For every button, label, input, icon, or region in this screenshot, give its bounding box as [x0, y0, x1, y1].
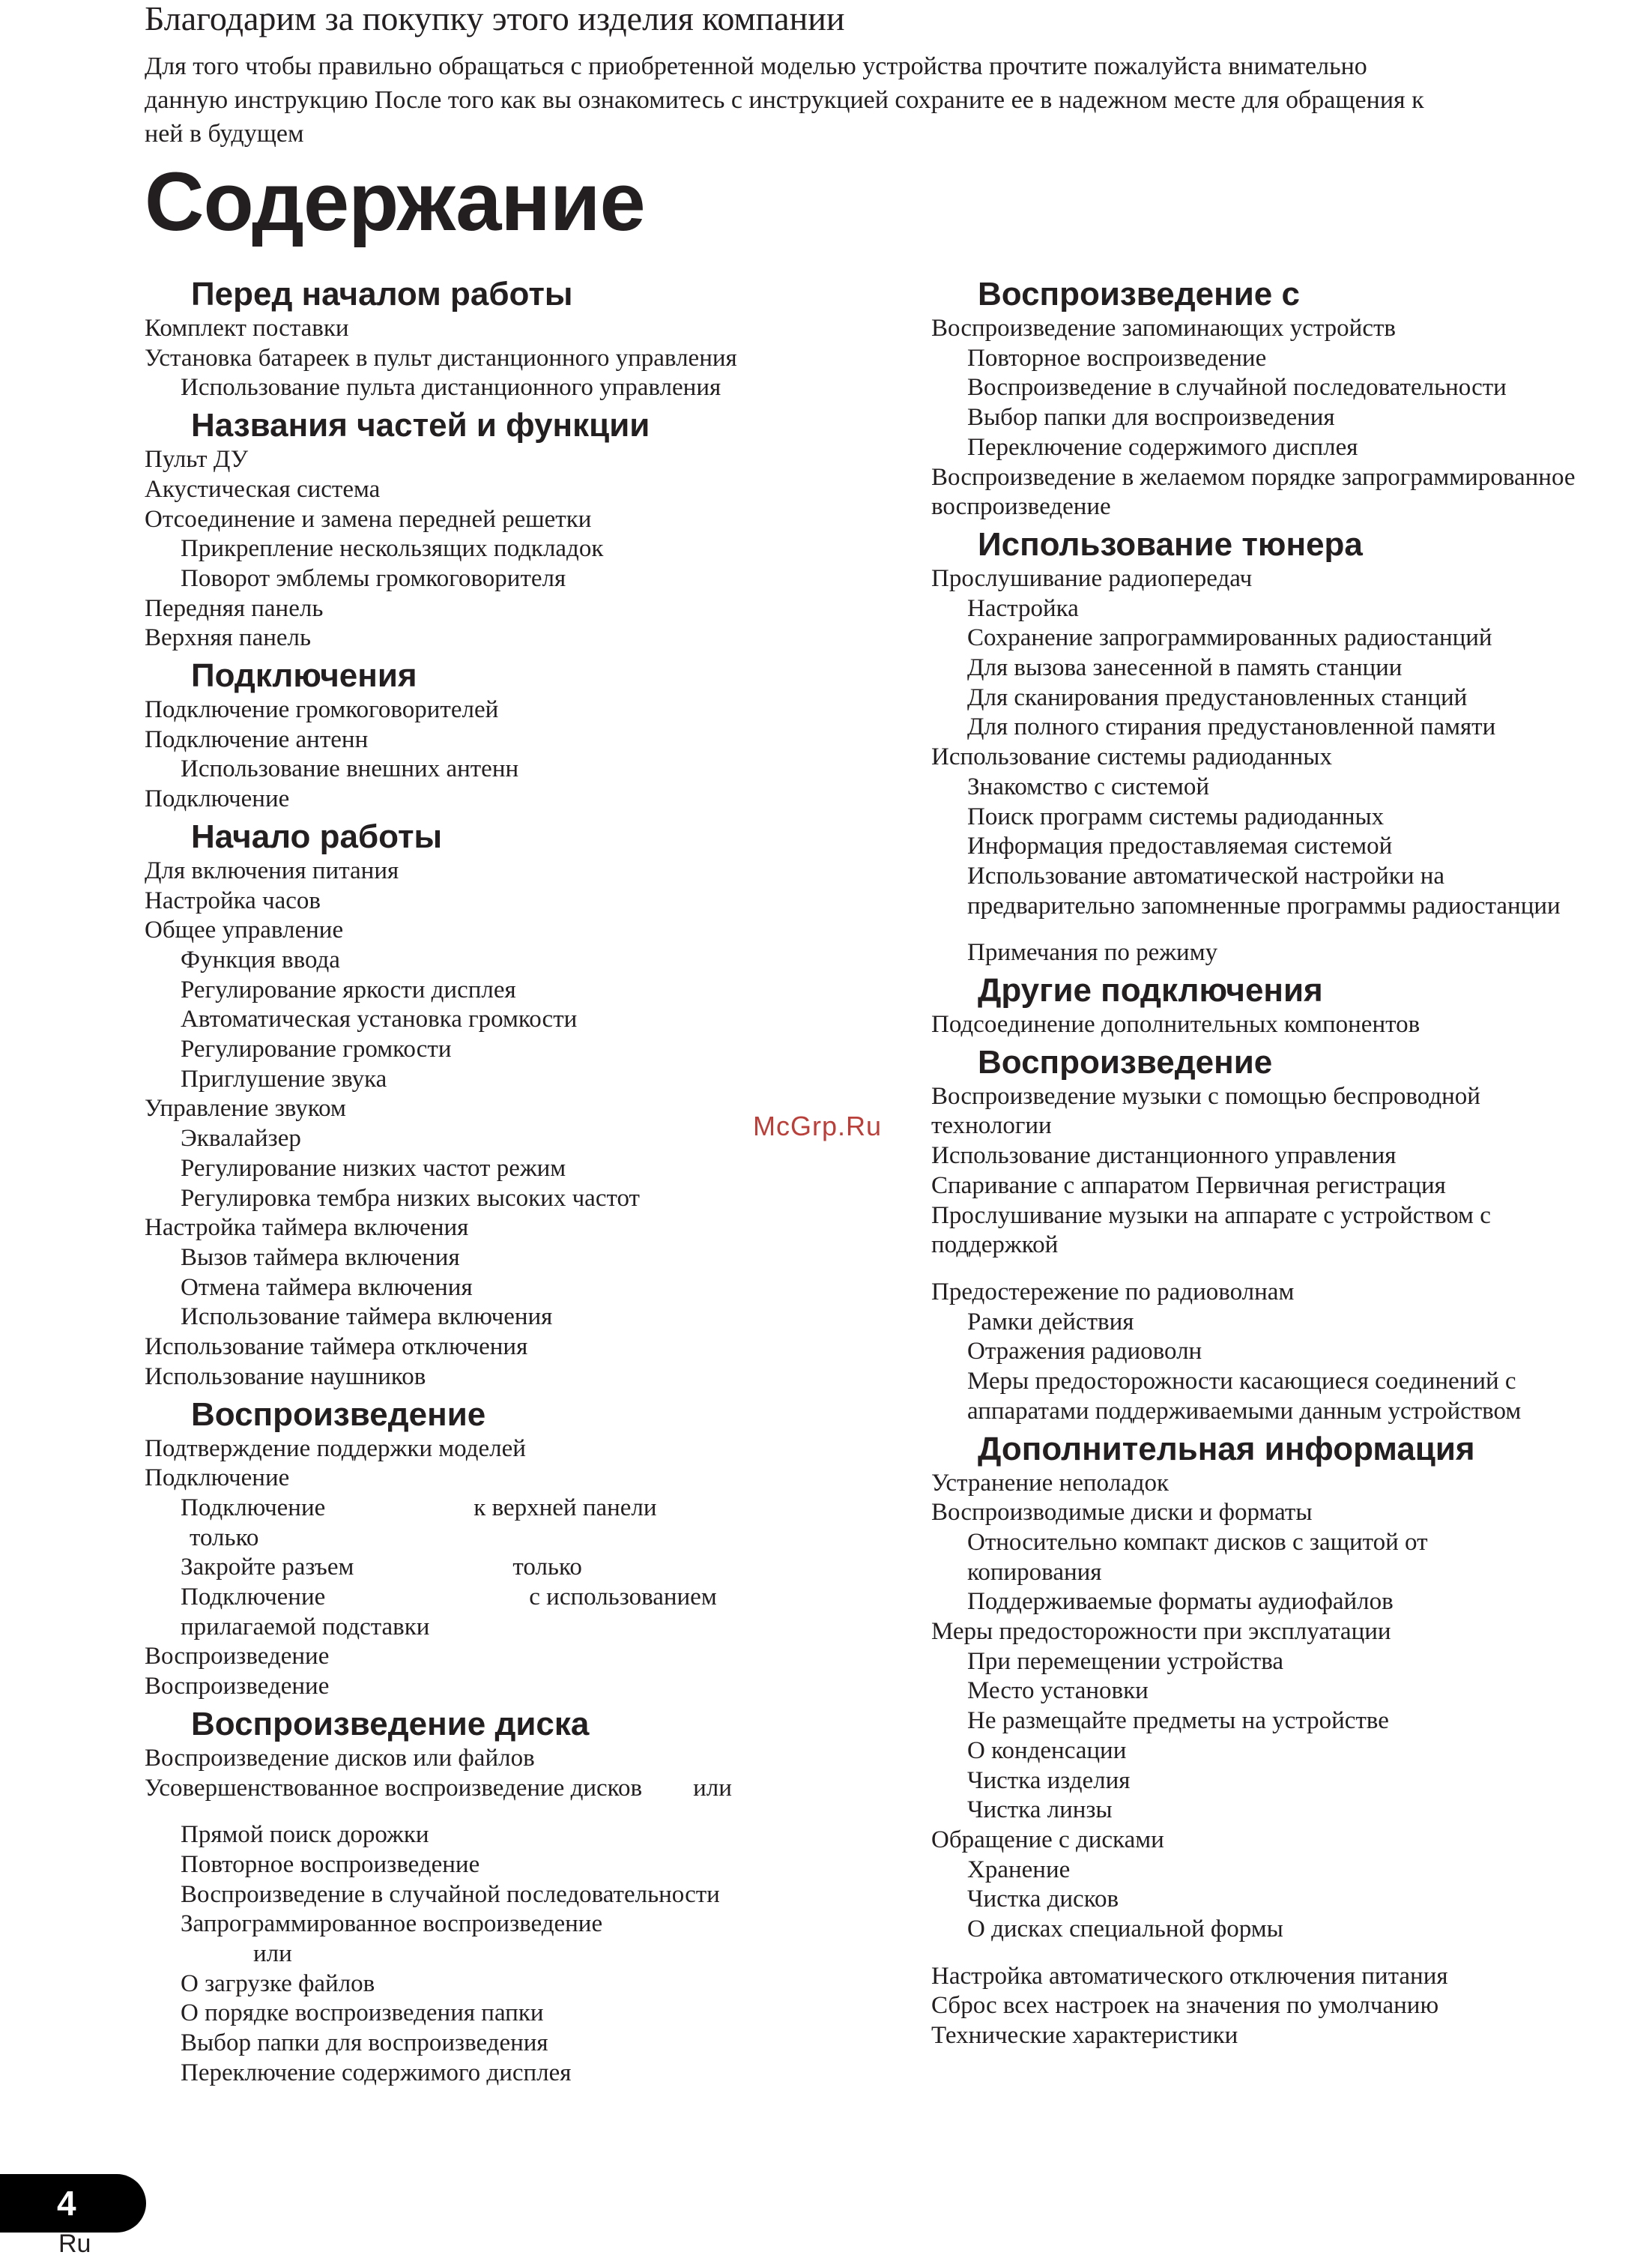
- toc-entry[interactable]: Прикрепление нескользящих подкладок: [181, 535, 604, 563]
- toc-entry[interactable]: Использование таймера отключения: [145, 1333, 528, 1361]
- blank-line: [931, 1945, 1652, 1962]
- toc-entry[interactable]: Подсоединение дополнительных компонентов: [931, 1011, 1420, 1039]
- toc-entry[interactable]: Воспроизведение: [145, 1643, 330, 1670]
- toc-entry[interactable]: Запрограммированное воспроизведение: [181, 1910, 603, 1938]
- blank-line: [145, 1803, 894, 1820]
- toc-entry[interactable]: Комплект поставки: [145, 315, 349, 342]
- toc-entry[interactable]: [145, 1774, 894, 1804]
- toc-entry[interactable]: Воспроизведение: [145, 1673, 330, 1700]
- toc-entry[interactable]: Знакомство с системой: [967, 773, 1210, 800]
- toc-section-other-connections: [931, 971, 1652, 1040]
- toc-entry[interactable]: Для включения питания: [145, 857, 399, 884]
- toc-entry[interactable]: Настройка часов: [145, 887, 321, 914]
- toc-entry[interactable]: воспроизведение: [931, 493, 1111, 521]
- toc-entry[interactable]: Подтверждение поддержки моделей: [145, 1434, 526, 1462]
- toc-entry[interactable]: Воспроизведение дисков или файлов: [145, 1744, 535, 1772]
- section-heading: Начало работы: [191, 818, 443, 855]
- toc-left-column: [145, 272, 894, 2089]
- toc-entry[interactable]: Воспроизведение музыки с помощью беспроводной: [931, 1082, 1480, 1110]
- toc-entry[interactable]: Для вызова занесенной в память станции: [967, 654, 1403, 682]
- toc-entry[interactable]: Для сканирования предустановленных станций: [967, 683, 1468, 711]
- toc-entry[interactable]: Поддерживаемые форматы аудиофайлов: [967, 1588, 1394, 1616]
- toc-entry[interactable]: Переключение содержимого дисплея: [967, 433, 1358, 461]
- blank-line: [931, 1261, 1652, 1278]
- section-heading: Воспроизведение: [191, 1395, 486, 1433]
- toc-section-additional-info: [931, 1430, 1652, 2051]
- toc-entry[interactable]: Выбор папки для воспроизведения: [181, 2029, 548, 2057]
- toc-entry[interactable]: Использование таймера включения: [181, 1303, 553, 1331]
- toc-entry[interactable]: О порядке воспроизведения папки: [181, 1999, 544, 2027]
- section-heading: Другие подключения: [978, 972, 1323, 1009]
- thanks-line: данную инструкцию После того как вы ознакомитесь с инструкцией сохраните ее в надежном месте для обращения к: [145, 86, 1424, 114]
- toc-entry[interactable]: Использование внешних антенн: [181, 755, 519, 783]
- toc-section-disc-playback: [145, 1705, 894, 2089]
- toc-entry[interactable]: Передняя панель: [145, 594, 324, 622]
- section-heading: Использование тюнера: [978, 525, 1363, 563]
- toc-entry[interactable]: Хранение: [967, 1856, 1071, 1883]
- toc-entry[interactable]: Отражения радиоволн: [967, 1338, 1202, 1365]
- toc-section-getting-started: [145, 818, 894, 1392]
- toc-entry[interactable]: Акустическая система: [145, 475, 381, 503]
- toc-entry-part: Усовершенствованное воспроизведение дисков: [145, 1774, 643, 1802]
- toc-entry[interactable]: Управление звуком: [145, 1095, 346, 1123]
- toc-entry[interactable]: Настройка автоматического отключения питания: [931, 1962, 1448, 1990]
- toc-entry[interactable]: Автоматическая установка громкости: [181, 1006, 578, 1033]
- toc-entry-part: только: [512, 1554, 582, 1581]
- toc-entry[interactable]: копирования: [967, 1558, 1102, 1586]
- toc-entry[interactable]: Не размещайте предметы на устройстве: [967, 1707, 1389, 1735]
- toc-entry[interactable]: О загрузке файлов: [181, 1969, 375, 1997]
- toc-entry[interactable]: Сохранение запрограммированных радиостанций: [967, 624, 1492, 652]
- page-number: 4: [57, 2184, 76, 2223]
- toc-section-parts: [145, 406, 894, 653]
- toc-entry[interactable]: Использование системы радиоданных: [931, 743, 1332, 771]
- toc-entry[interactable]: Чистка дисков: [967, 1886, 1119, 1913]
- toc-entry[interactable]: Установка батареек в пульт дистанционного управления: [145, 344, 737, 372]
- toc-entry[interactable]: только: [190, 1524, 259, 1551]
- toc-entry[interactable]: Чистка линзы: [967, 1796, 1113, 1824]
- toc-entry[interactable]: Выбор папки для воспроизведения: [967, 404, 1335, 432]
- contents-title: Содержание: [145, 156, 645, 248]
- toc-entry[interactable]: или: [253, 1940, 292, 1968]
- toc-entry[interactable]: Воспроизведение в случайной последовательности: [967, 374, 1507, 402]
- toc-entry[interactable]: Поиск программ системы радиоданных: [967, 803, 1385, 830]
- toc-entry[interactable]: Пульт ДУ: [145, 446, 249, 474]
- toc-entry[interactable]: Повторное воспроизведение: [181, 1850, 480, 1878]
- toc-entry[interactable]: Регулировка тембра низких высоких частот: [181, 1184, 640, 1212]
- toc-entry[interactable]: Чистка изделия: [967, 1766, 1131, 1794]
- toc-entry[interactable]: Повторное воспроизведение: [967, 344, 1267, 372]
- toc-entry[interactable]: Использование автоматической настройки на: [967, 862, 1445, 890]
- toc-entry[interactable]: Регулирование низких частот режим: [181, 1154, 566, 1182]
- toc-entry[interactable]: При перемещении устройства: [967, 1647, 1284, 1675]
- toc-entry[interactable]: Подключение: [145, 785, 290, 813]
- watermark: McGrp.Ru: [753, 1111, 883, 1141]
- thanks-title: Благодарим за покупку этого изделия компании: [145, 0, 845, 37]
- toc-entry[interactable]: Рамки действия: [967, 1308, 1134, 1335]
- toc-entry[interactable]: О дисках специальной формы: [967, 1916, 1283, 1943]
- section-heading: Перед началом работы: [191, 276, 573, 313]
- toc-entry[interactable]: прилагаемой подставки: [181, 1613, 430, 1640]
- toc-entry[interactable]: технологии: [931, 1112, 1052, 1140]
- page-number-tab: [0, 2174, 146, 2233]
- toc-entry[interactable]: Воспроизводимые диски и форматы: [931, 1499, 1313, 1527]
- section-heading: Названия частей и функции: [191, 407, 650, 444]
- toc-entry-part: Подключение: [181, 1584, 326, 1611]
- toc-section-playback: [145, 1395, 894, 1702]
- toc-entry[interactable]: Подключение громкоговорителей: [145, 696, 499, 724]
- toc-entry[interactable]: Настройка таймера включения: [145, 1214, 469, 1242]
- page-language: Ru: [58, 2230, 91, 2258]
- blank-line: [931, 921, 1652, 938]
- toc-entry[interactable]: Меры предосторожности при эксплуатации: [931, 1618, 1391, 1646]
- toc-entry[interactable]: Настройка: [967, 594, 1079, 622]
- toc-entry[interactable]: Для полного стирания предустановленной памяти: [967, 713, 1496, 741]
- toc-entry[interactable]: Общее управление: [145, 917, 344, 944]
- toc-entry[interactable]: Обращение с дисками: [931, 1826, 1164, 1853]
- section-heading: Подключения: [191, 657, 417, 695]
- toc-entry-part: Закройте разъем: [181, 1554, 354, 1581]
- toc-entry[interactable]: Воспроизведение в желаемом порядке запрограммированное: [931, 463, 1576, 491]
- toc-entry[interactable]: О конденсации: [967, 1736, 1127, 1764]
- toc-entry-part: или: [693, 1774, 732, 1802]
- toc-entry[interactable]: Предостережение по радиоволнам: [931, 1278, 1295, 1305]
- toc-entry[interactable]: Поворот эмблемы громкоговорителя: [181, 564, 566, 592]
- section-heading: Воспроизведение с: [978, 276, 1300, 313]
- toc-entry[interactable]: Воспроизведение в случайной последовательности: [181, 1880, 720, 1908]
- toc-entry[interactable]: аппаратами поддерживаемыми данным устройством: [967, 1397, 1522, 1425]
- toc-entry[interactable]: Технические характеристики: [931, 2022, 1238, 2050]
- toc-entry[interactable]: Относительно компакт дисков с защитой от: [967, 1528, 1428, 1556]
- toc-entry[interactable]: Подключение антенн: [145, 725, 369, 753]
- toc-section-wireless-playback: [931, 1043, 1652, 1427]
- toc-entry[interactable]: Эквалайзер: [181, 1125, 301, 1153]
- toc-entry[interactable]: [145, 1583, 894, 1613]
- toc-entry[interactable]: Вызов таймера включения: [181, 1243, 460, 1271]
- toc-entry-part: Подключение: [181, 1494, 326, 1521]
- toc-section-tuner: [931, 525, 1652, 968]
- thanks-line: ней в будущем: [145, 120, 304, 148]
- toc-section-connections: [145, 656, 894, 815]
- toc-entry-part: к верхней панели: [473, 1494, 657, 1521]
- thanks-line: Для того чтобы правильно обращаться с приобретенной моделью устройства прочтите пожалуйста внимательно: [145, 52, 1367, 80]
- toc-entry[interactable]: Регулирование яркости дисплея: [181, 976, 516, 1003]
- toc-entry[interactable]: Место установки: [967, 1677, 1149, 1705]
- toc-entry[interactable]: Использование наушников: [145, 1362, 426, 1390]
- toc-entry[interactable]: Прослушивание музыки на аппарате с устройством с: [931, 1201, 1491, 1229]
- toc-entry[interactable]: Спаривание с аппаратом Первичная регистрация: [931, 1171, 1446, 1199]
- section-heading: Воспроизведение: [978, 1043, 1273, 1081]
- toc-entry[interactable]: [145, 1553, 894, 1583]
- toc-entry[interactable]: Функция ввода: [181, 946, 340, 973]
- thanks-paragraph: [145, 49, 1651, 151]
- toc-section-before-start: [145, 275, 894, 403]
- section-heading: Дополнительная информация: [978, 1430, 1475, 1467]
- toc-entry[interactable]: Сброс всех настроек на значения по умолчанию: [931, 1992, 1439, 2020]
- toc-entry[interactable]: Использование дистанционного управления: [931, 1142, 1397, 1170]
- toc-entry[interactable]: поддержкой: [931, 1231, 1059, 1259]
- toc-entry[interactable]: Прямой поиск дорожки: [181, 1821, 429, 1849]
- toc-entry[interactable]: Переключение содержимого дисплея: [181, 2059, 572, 2086]
- toc-entry[interactable]: Использование пульта дистанционного управления: [181, 374, 721, 402]
- toc-entry[interactable]: Устранение неполадок: [931, 1469, 1170, 1497]
- toc-entry[interactable]: Воспроизведение запоминающих устройств: [931, 315, 1396, 342]
- toc-entry[interactable]: Отмена таймера включения: [181, 1273, 473, 1301]
- toc-entry[interactable]: Регулирование громкости: [181, 1036, 452, 1063]
- toc-entry[interactable]: предварительно запомненные программы радиостанции: [967, 892, 1561, 920]
- toc-right-column: [931, 272, 1652, 2051]
- toc-entry[interactable]: Приглушение звука: [181, 1065, 387, 1093]
- toc-entry[interactable]: Прослушивание радиопередач: [931, 564, 1253, 592]
- section-heading: Воспроизведение диска: [191, 1705, 590, 1742]
- toc-entry[interactable]: Верхняя панель: [145, 624, 312, 652]
- toc-entry[interactable]: Подключение: [145, 1464, 290, 1492]
- toc-entry[interactable]: Информация предоставляемая системой: [967, 833, 1393, 860]
- toc-entry[interactable]: Примечания по режиму: [967, 939, 1218, 967]
- toc-entry[interactable]: Меры предосторожности касающиеся соединений с: [967, 1368, 1516, 1395]
- toc-section-usb-playback: [931, 275, 1652, 522]
- toc-entry[interactable]: [145, 1494, 894, 1524]
- toc-entry[interactable]: Отсоединение и замена передней решетки: [145, 505, 592, 533]
- toc-entry-part: с использованием: [529, 1584, 717, 1611]
